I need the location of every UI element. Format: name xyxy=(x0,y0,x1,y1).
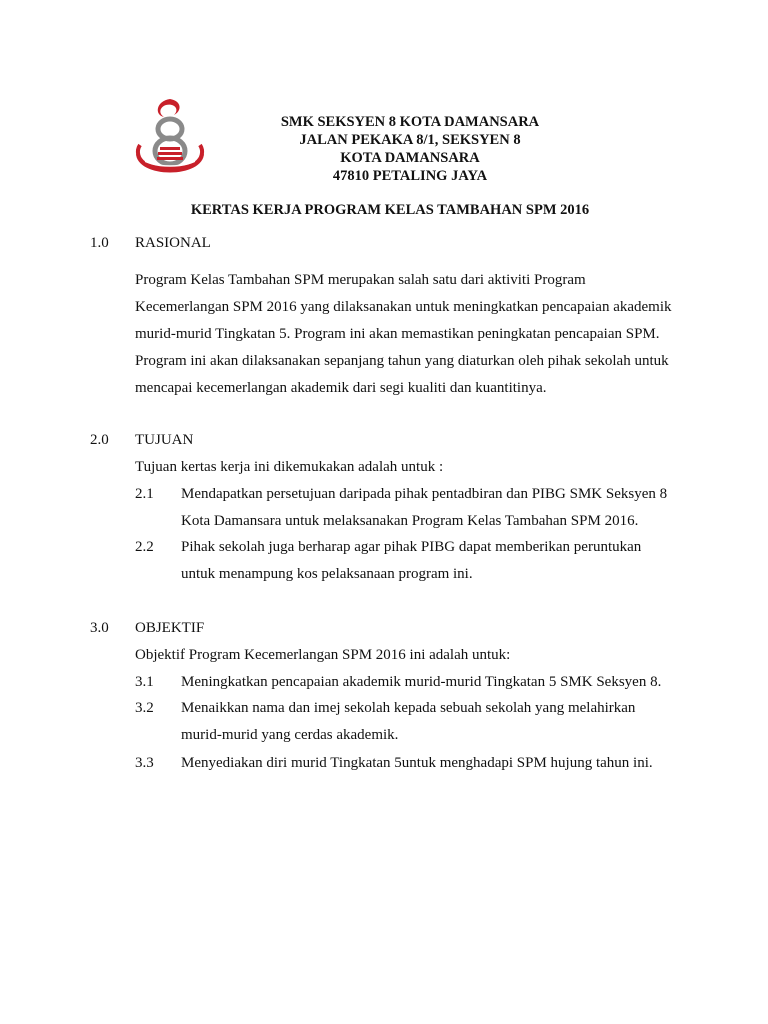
list-item-line: Kota Damansara untuk melaksanakan Program Kelas Tambahan SPM 2016. xyxy=(181,513,639,529)
list-item-line: Menaikkan nama dan imej sekolah kepada sebuah sekolah yang melahirkan xyxy=(181,700,636,716)
list-item-number: 2.2 xyxy=(135,539,154,555)
list-item-line: untuk menampung kos pelaksanaan program ini. xyxy=(181,566,473,582)
list-item-number: 3.2 xyxy=(135,700,154,716)
list-item-line: Mendapatkan persetujuan daripada pihak pentadbiran dan PIBG SMK Seksyen 8 xyxy=(181,486,668,502)
paragraph-line: murid-murid Tingkatan 5. Program ini akan memastikan peningkatan pencapaian SPM. xyxy=(135,326,660,342)
school-address-line2: KOTA DAMANSARA xyxy=(340,150,480,166)
paragraph-line: Program Kelas Tambahan SPM merupakan salah satu dari aktiviti Program xyxy=(135,272,586,288)
list-item-number: 2.1 xyxy=(135,486,154,502)
section-number: 3.0 xyxy=(90,620,109,636)
section-intro: Tujuan kertas kerja ini dikemukakan adalah untuk : xyxy=(135,459,444,475)
section-number: 1.0 xyxy=(90,235,109,251)
section-intro: Objektif Program Kecemerlangan SPM 2016 ini adalah untuk: xyxy=(135,647,511,663)
section-number: 2.0 xyxy=(90,432,109,448)
school-address-line1: JALAN PEKAKA 8/1, SEKSYEN 8 xyxy=(299,132,521,148)
document-title: KERTAS KERJA PROGRAM KELAS TAMBAHAN SPM 2016 xyxy=(190,202,590,218)
section-heading-objektif: OBJEKTIF xyxy=(135,620,205,636)
school-postcode: 47810 PETALING JAYA xyxy=(332,168,488,184)
paragraph-line: Kecemerlangan SPM 2016 yang dilaksanakan untuk meningkatkan pencapaian akademik xyxy=(135,299,672,315)
paragraph-line: mencapai kecemerlangan akademik dari segi kualiti dan kuantitinya. xyxy=(135,380,547,396)
section-heading-rasional: RASIONAL xyxy=(135,235,211,251)
list-item-number: 3.1 xyxy=(135,674,154,690)
list-item-line: Meningkatkan pencapaian akademik murid-murid Tingkatan 5 SMK Seksyen 8. xyxy=(181,674,662,690)
school-crest-icon xyxy=(130,95,210,187)
school-name: SMK SEKSYEN 8 KOTA DAMANSARA xyxy=(280,114,540,130)
section-heading-tujuan: TUJUAN xyxy=(135,432,194,448)
list-item-line: Menyediakan diri murid Tingkatan 5untuk menghadapi SPM hujung tahun ini. xyxy=(181,755,653,771)
list-item-number: 3.3 xyxy=(135,755,154,771)
list-item-line: Pihak sekolah juga berharap agar pihak PIBG dapat memberikan peruntukan xyxy=(181,539,642,555)
paragraph-line: Program ini akan dilaksanakan sepanjang tahun yang diaturkan oleh pihak sekolah untuk xyxy=(135,353,669,369)
list-item-line: murid-murid yang cerdas akademik. xyxy=(181,727,399,743)
